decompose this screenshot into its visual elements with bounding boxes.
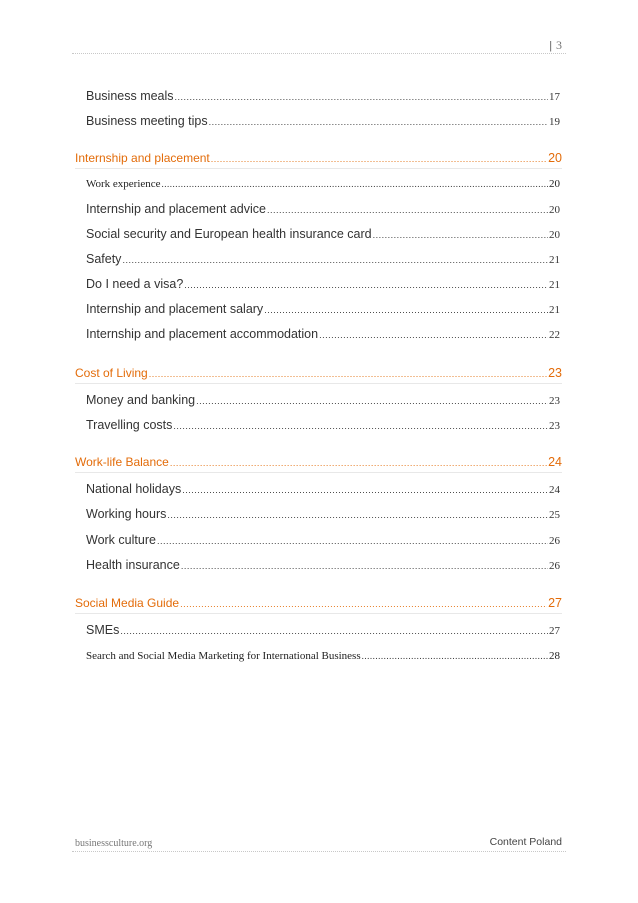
dot-leader xyxy=(122,255,548,265)
toc-entry-page: 20 xyxy=(549,178,560,190)
toc-section-page: 23 xyxy=(548,366,562,380)
toc-section-label: Work-life Balance xyxy=(75,455,169,469)
section-rule xyxy=(75,613,562,614)
toc-entry-internship-salary[interactable] xyxy=(86,302,560,316)
toc-entry-internship-advice[interactable] xyxy=(86,202,560,216)
section-rule xyxy=(75,383,562,384)
toc-entry-travelling-costs[interactable] xyxy=(86,418,560,432)
dot-leader xyxy=(162,179,548,189)
toc-section-cost-of-living[interactable] xyxy=(75,366,562,380)
dot-leader xyxy=(182,485,548,495)
dot-leader xyxy=(175,92,548,102)
dot-leader xyxy=(149,369,547,379)
toc-entry-page: 19 xyxy=(549,116,560,128)
toc-section-page: 20 xyxy=(548,151,562,165)
toc-section-social-media[interactable] xyxy=(75,596,562,610)
toc-entry-label: SMEs xyxy=(86,623,120,637)
toc-entry-internship-accommodation[interactable] xyxy=(86,327,560,341)
toc-section-label: Internship and placement xyxy=(75,151,210,165)
dot-leader xyxy=(120,626,548,636)
toc-entry-work-experience[interactable] xyxy=(86,178,560,190)
toc-entry-label: Working hours xyxy=(86,507,167,521)
toc-entry-label: Do I need a visa? xyxy=(86,277,184,291)
toc-entry-label: Internship and placement salary xyxy=(86,302,264,316)
toc-entry-label: Health insurance xyxy=(86,558,180,572)
toc-entry-work-culture[interactable] xyxy=(86,533,560,547)
toc-entry-label: Business meals xyxy=(86,89,174,103)
toc-entry-page: 20 xyxy=(549,204,560,216)
dot-leader xyxy=(157,536,548,546)
toc-entry-label: Work experience xyxy=(86,178,161,190)
toc-section-work-life[interactable] xyxy=(75,455,562,469)
toc-entry-label: Money and banking xyxy=(86,393,196,407)
toc-entry-health-insurance[interactable] xyxy=(86,558,560,572)
toc-entry-label: Travelling costs xyxy=(86,418,173,432)
toc-entry-label: Work culture xyxy=(86,533,156,547)
toc-entry-page: 26 xyxy=(549,535,560,547)
toc-entry-working-hours[interactable] xyxy=(86,507,560,521)
toc-entry-page: 27 xyxy=(549,625,560,637)
toc-entry-label: Safety xyxy=(86,252,122,266)
toc-entry-business-meeting-tips[interactable] xyxy=(86,114,560,128)
toc-entry-page: 26 xyxy=(549,560,560,572)
dot-leader xyxy=(264,305,548,315)
toc-entry-social-security[interactable] xyxy=(86,227,560,241)
toc-entry-page: 28 xyxy=(549,650,560,662)
toc-entry-smes[interactable] xyxy=(86,623,560,637)
toc-entry-page: 21 xyxy=(549,304,560,316)
toc-entry-page: 24 xyxy=(549,484,560,496)
dot-leader xyxy=(181,561,548,571)
toc-entry-page: 23 xyxy=(549,420,560,432)
toc-entry-page: 23 xyxy=(549,395,560,407)
dot-leader xyxy=(319,330,548,340)
dot-leader xyxy=(167,510,548,520)
header-separator: | xyxy=(549,38,552,52)
footer-site: businessculture.org xyxy=(75,838,153,849)
dot-leader xyxy=(196,396,548,406)
dot-leader xyxy=(267,205,548,215)
toc-entry-page: 21 xyxy=(549,254,560,266)
toc-entry-national-holidays[interactable] xyxy=(86,482,560,496)
toc-entry-safety[interactable] xyxy=(86,252,560,266)
toc-entry-money-banking[interactable] xyxy=(86,393,560,407)
dot-leader xyxy=(170,458,547,468)
section-rule xyxy=(75,472,562,473)
dot-leader xyxy=(173,421,548,431)
toc-entry-label: Business meeting tips xyxy=(86,114,208,128)
toc-entry-label: Internship and placement accommodation xyxy=(86,327,319,341)
toc-entry-page: 17 xyxy=(549,91,560,103)
toc-section-page: 27 xyxy=(548,596,562,610)
footer-title: Content Poland xyxy=(489,836,562,848)
toc-entry-page: 25 xyxy=(549,509,560,521)
toc-entry-label: Internship and placement advice xyxy=(86,202,266,216)
toc-entry-page: 22 xyxy=(549,329,560,341)
section-rule xyxy=(75,168,562,169)
toc-section-internship[interactable] xyxy=(75,151,562,165)
toc-entry-label: Social security and European health insurance card xyxy=(86,227,372,241)
toc-entry-visa[interactable] xyxy=(86,277,560,291)
dot-leader xyxy=(373,230,548,240)
toc-entry-search-social-media-marketing[interactable] xyxy=(86,650,560,662)
footer-rule xyxy=(72,851,566,852)
toc-section-label: Cost of Living xyxy=(75,366,148,380)
toc-section-page: 24 xyxy=(548,455,562,469)
toc-entry-label: Search and Social Media Marketing for International Business xyxy=(86,650,361,662)
header-rule xyxy=(72,53,566,54)
toc-entry-page: 20 xyxy=(549,229,560,241)
page-header xyxy=(549,38,562,53)
toc-entry-page: 21 xyxy=(549,279,560,291)
page-number: 3 xyxy=(556,38,562,52)
dot-leader xyxy=(211,154,547,164)
dot-leader xyxy=(209,117,548,127)
toc-entry-business-meals[interactable] xyxy=(86,89,560,103)
dot-leader xyxy=(362,651,548,661)
dot-leader xyxy=(184,280,548,290)
dot-leader xyxy=(180,599,547,609)
toc-section-label: Social Media Guide xyxy=(75,596,180,610)
toc-entry-label: National holidays xyxy=(86,482,182,496)
